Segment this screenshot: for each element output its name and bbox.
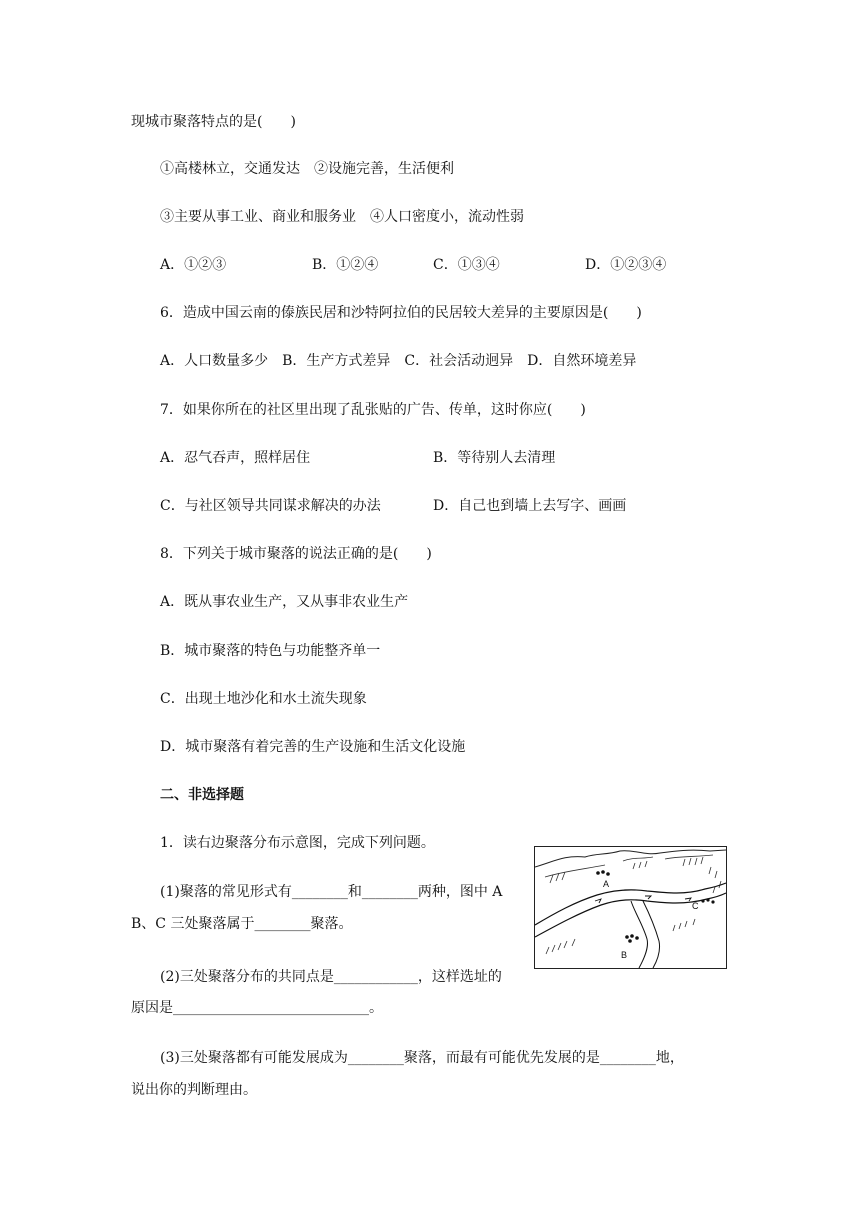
hill-hatching <box>550 857 721 893</box>
settlement-c-marker <box>701 898 714 903</box>
question-8-option-c: C．出现土地沙化和水土流失现象 <box>160 691 367 707</box>
mountain-ridge <box>535 850 726 867</box>
question-8-stem: 8．下列关于城市聚落的说法正确的是( ) <box>160 546 432 562</box>
question-6-stem: 6．造成中国云南的傣族民居和沙特阿拉伯的民居较大差异的主要原因是( ) <box>160 305 642 321</box>
problem-1-part-2-line-2: 原因是____________________________。 <box>131 1000 383 1016</box>
map-label-c: C <box>692 901 699 911</box>
problem-1-stem: 1．读右边聚落分布示意图，完成下列问题。 <box>160 835 435 851</box>
question-7-option-c: C．与社区领导共同谋求解决的办法 <box>160 498 381 514</box>
river-lower-bank <box>535 893 726 937</box>
tributary-bank-left <box>631 901 648 968</box>
question-8-option-b: B．城市聚落的特色与功能整齐单一 <box>160 643 381 659</box>
question-7-option-b: B．等待别人去清理 <box>433 450 556 466</box>
settlement-distribution-map <box>534 846 727 969</box>
settlement-map-drawing <box>535 847 726 968</box>
question-5-option-b: B．①②④ <box>312 257 379 273</box>
question-5-stem-tail: 现城市聚落特点的是( ) <box>131 114 296 130</box>
question-8-option-a: A．既从事农业生产，又从事非农业生产 <box>160 594 409 610</box>
problem-1-part-1-line-2: B、C 三处聚落属于________聚落。 <box>131 916 353 932</box>
question-5-statement-3-4: ③主要从事工业、商业和服务业 ④人口密度小，流动性弱 <box>160 209 524 225</box>
problem-1-part-3-line-2: 说出你的判断理由。 <box>131 1082 257 1098</box>
question-5-option-d: D．①②③④ <box>585 257 667 273</box>
map-label-b: B <box>621 950 628 960</box>
problem-1-part-2-line-1: (2)三处聚落分布的共同点是____________，这样选址的 <box>160 969 502 985</box>
problem-1-part-1-line-1: (1)聚落的常见形式有________和________两种，图中 A <box>160 884 503 900</box>
map-label-a: A <box>603 879 610 889</box>
question-6-options: A．人口数量多少 B．生产方式差异 C．社会活动迥异 D．自然环境差异 <box>160 353 637 369</box>
question-5-option-a: A．①②③ <box>160 257 227 273</box>
question-5-option-c: C．①③④ <box>433 257 500 273</box>
question-7-option-a: A．忍气吞声，照样居住 <box>160 450 311 466</box>
hill-contour <box>545 855 713 877</box>
problem-1-part-3-line-1: (3)三处聚落都有可能发展成为________聚落，而最有可能优先发展的是________地， <box>160 1050 684 1066</box>
settlement-b-marker <box>625 934 639 943</box>
section-heading-non-choice: 二、非选择题 <box>160 787 244 803</box>
question-5-statement-1-2: ①高楼林立，交通发达 ②设施完善，生活便利 <box>160 161 454 177</box>
question-7-option-d: D．自己也到墙上去写字、画画 <box>433 498 627 514</box>
settlement-a-marker <box>596 870 610 876</box>
question-7-stem: 7．如果你所在的社区里出现了乱张贴的广告、传单，这时你应( ) <box>160 402 586 418</box>
field-hatching <box>546 919 695 954</box>
question-8-option-d: D．城市聚落有着完善的生产设施和生活文化设施 <box>160 739 466 755</box>
